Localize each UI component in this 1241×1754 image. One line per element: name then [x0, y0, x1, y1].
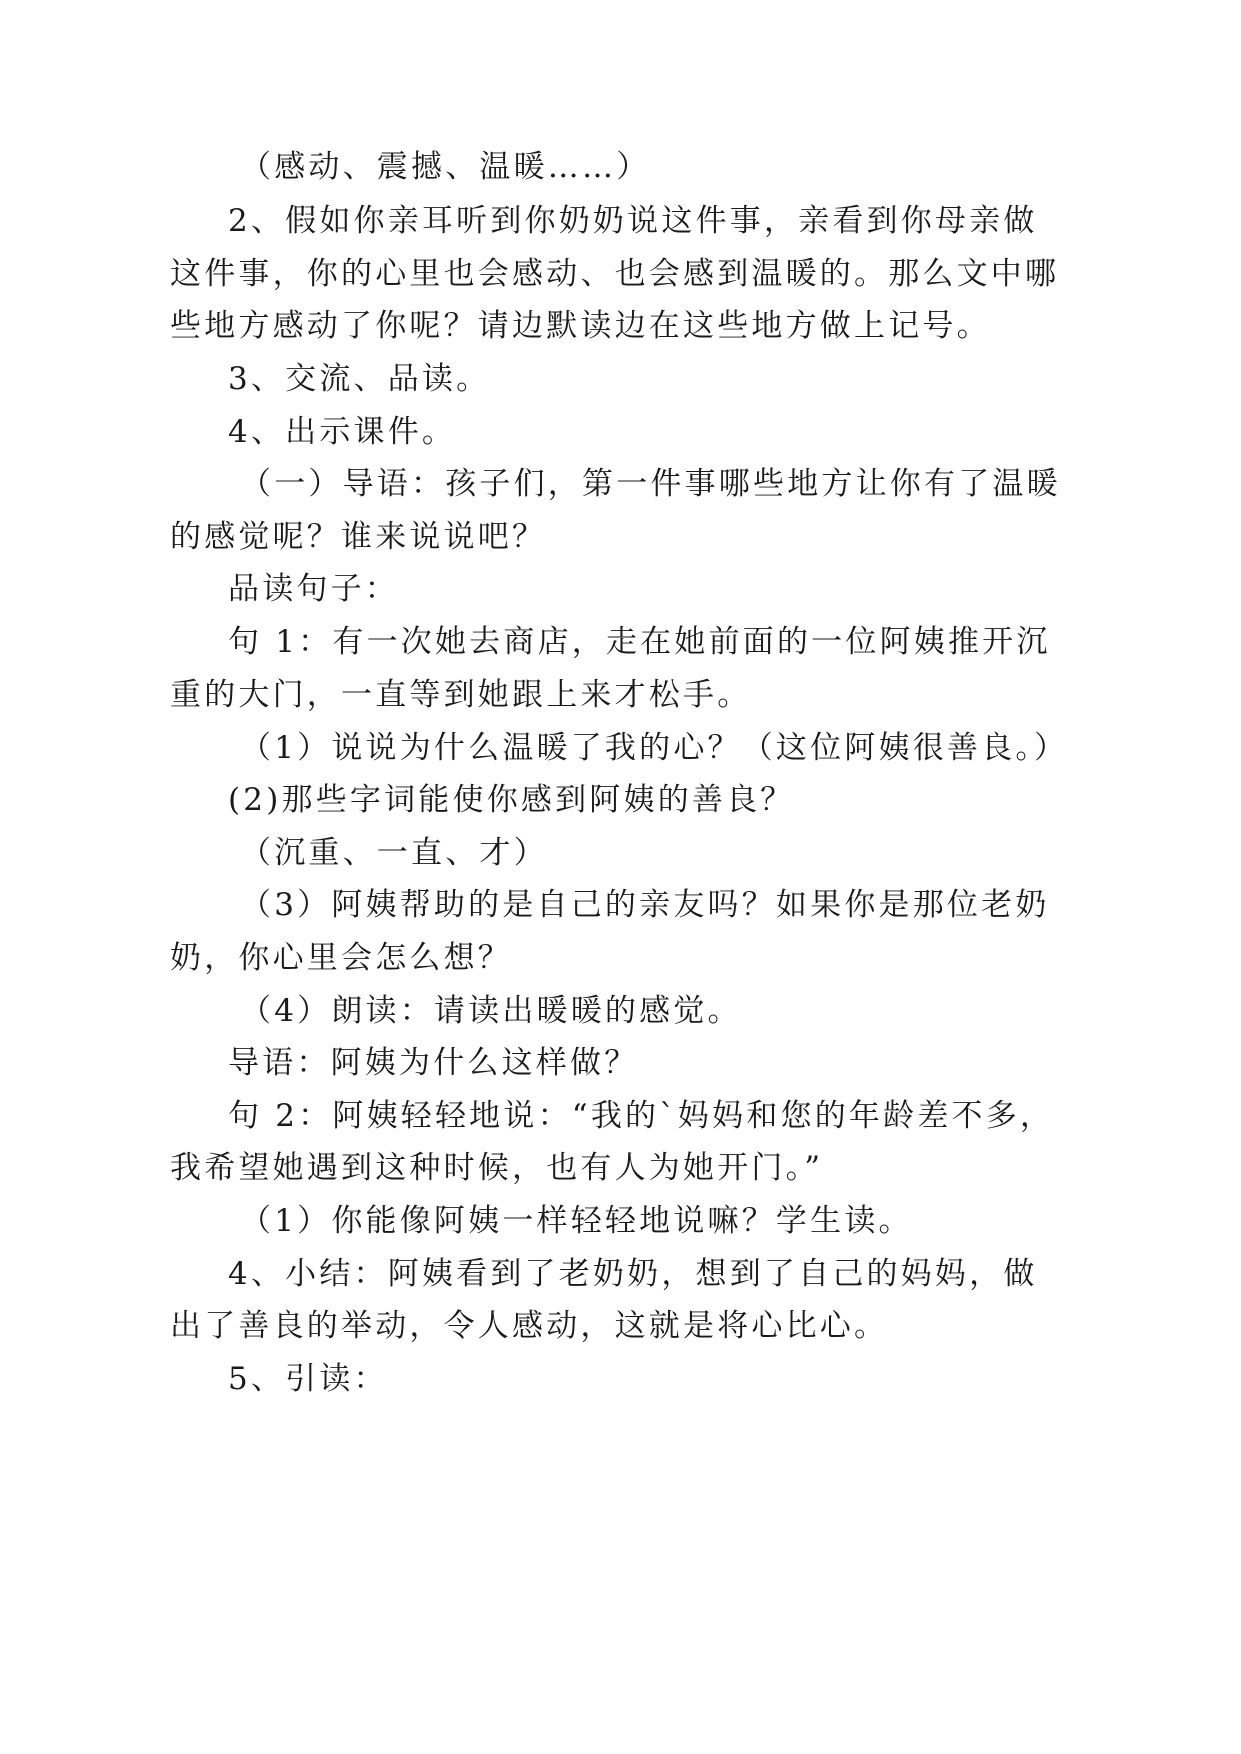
text-line: 出了善良的举动，令人感动，这就是将心比心。 [170, 1308, 889, 1344]
text-line: 4、小结：阿姨看到了老奶奶，想到了自己的妈妈，做 [228, 1256, 1038, 1292]
text-line: 句 2：阿姨轻轻地说：“我的`妈妈和您的年龄差不多， [228, 1098, 1055, 1134]
text-line: 导语：阿姨为什么这样做？ [228, 1045, 639, 1081]
text-line: 5、引读： [228, 1361, 388, 1397]
text-line: 奶，你心里会怎么想？ [170, 940, 512, 976]
text-line: 我希望她遇到这种时候，也有人为她开门。” [170, 1150, 824, 1186]
text-line: （一）导语：孩子们，第一件事哪些地方让你有了温暖 [240, 466, 1061, 502]
text-line: （1）你能像阿姨一样轻轻地说嘛？学生读。 [240, 1203, 913, 1239]
text-line: （3）阿姨帮助的是自己的亲友吗？如果你是那位老奶 [240, 887, 1050, 923]
text-line: 句 1：有一次她去商店，走在她前面的一位阿姨推开沉 [228, 624, 1051, 660]
text-line: （1）说说为什么温暖了我的心？（这位阿姨很善良。） [240, 730, 1069, 766]
text-line: 重的大门，一直等到她跟上来才松手。 [170, 677, 752, 713]
text-line: （4）朗读：请读出暖暖的感觉。 [240, 993, 742, 1029]
text-line: 2、假如你亲耳听到你奶奶说这件事，亲看到你母亲做 [228, 203, 1038, 239]
text-line: 4、出示课件。 [228, 414, 457, 450]
text-line: 的感觉呢？谁来说说吧？ [170, 519, 547, 555]
text-line: (2)那些字词能使你感到阿姨的善良？ [228, 782, 795, 818]
text-line: 些地方感动了你呢？请边默读边在这些地方做上记号。 [170, 308, 991, 344]
text-line: 3、交流、品读。 [228, 361, 491, 397]
text-line: （感动、震撼、温暖……） [240, 149, 651, 185]
text-line: 这件事，你的心里也会感动、也会感到温暖的。那么文中哪 [170, 256, 1060, 292]
text-line: （沉重、一直、才） [240, 835, 548, 871]
text-line: 品读句子： [228, 571, 399, 607]
